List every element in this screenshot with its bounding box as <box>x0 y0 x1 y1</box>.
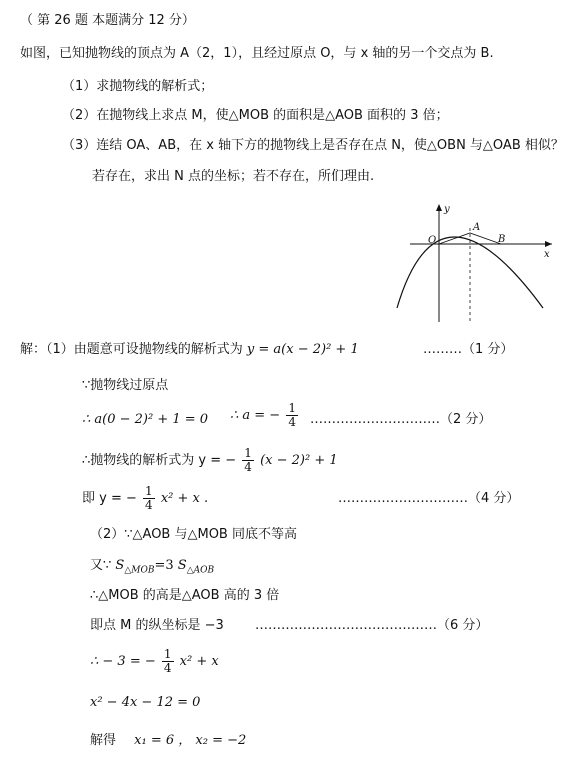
solution-1-prefix: 解：（1）由题意可设抛物线的解析式为 <box>20 342 243 357</box>
solution-line-4 <box>82 447 338 474</box>
solution-line-5 <box>82 485 208 512</box>
problem-intro: 如图，已知抛物线的顶点为 A（2，1），且经过原点 O，与 x 轴的另一个交点为 B. <box>20 46 494 61</box>
x-axis-arrow-icon <box>545 241 552 247</box>
solution-5-suffix: x² + x . <box>160 491 209 506</box>
label-y: y <box>444 204 450 215</box>
solution-line-3a: ∴ a(0 − 2)² + 1 = 0 <box>82 412 209 427</box>
solution-line-1 <box>20 341 359 359</box>
fraction-quarter: $\frac{1}{4}$ <box>288 401 296 429</box>
score-2: …………………………（2 分） <box>310 412 492 427</box>
solution-12-prefix: 解得 <box>90 733 117 748</box>
solution-4-prefix: ∴抛物线的解析式为 y = − <box>82 453 237 468</box>
score-1: ………（1 分） <box>423 342 514 357</box>
y-axis-arrow-icon <box>436 204 442 211</box>
solution-line-9: 即点 M 的纵坐标是 −3 <box>90 618 224 633</box>
question-3-continued: 若存在，求出 N 点的坐标；若不存在，所们理由. <box>92 169 375 184</box>
solution-line-12 <box>90 732 246 750</box>
fraction-quarter: $\frac{1}{4}$ <box>145 484 153 512</box>
label-A: A <box>473 222 481 233</box>
label-x: x <box>544 249 550 260</box>
score-4: …………………………（4 分） <box>338 491 520 506</box>
solution-4-suffix: (x − 2)² + 1 <box>260 453 338 468</box>
label-B: B <box>498 234 506 245</box>
question-3: （3）连结 OA、AB，在 x 轴下方的抛物线上是否存在点 N，使△OBN 与△OAB 相似？ <box>62 138 564 153</box>
score-6: ……………………………………（6 分） <box>255 618 489 633</box>
solution-line-7: 又∵ $S_{\triangle MOB}=3$ $S_{\triangle AOB}$ <box>90 558 215 576</box>
question-1: （1）求抛物线的解析式； <box>62 79 214 94</box>
solution-1-formula: y = a(x − 2)² + 1 <box>246 342 359 357</box>
solution-5-prefix: 即 y = − <box>82 491 137 506</box>
problem-header: （ 第 26 题 本题满分 12 分） <box>20 13 195 28</box>
label-O: O <box>428 235 437 246</box>
solution-line-2: ∵抛物线过原点 <box>82 378 169 393</box>
solution-line-8: ∴△MOB 的高是△AOB 高的 3 倍 <box>90 588 280 603</box>
solution-line-3b <box>230 402 300 429</box>
fraction-quarter: $\frac{1}{4}$ <box>163 647 172 675</box>
solution-7-prefix: 又∵ <box>90 558 112 573</box>
solution-3b-prefix: ∴ a = − <box>230 408 281 423</box>
solution-10-suffix: x² + x <box>179 654 219 669</box>
parabola-figure <box>395 200 557 325</box>
solution-line-10 <box>90 648 219 675</box>
solution-line-11: x² − 4x − 12 = 0 <box>90 695 201 710</box>
solution-12-roots: x₁ = 6 ， x₂ = −2 <box>134 733 247 748</box>
solution-line-6: （2）∵△AOB 与△MOB 同底不等高 <box>90 527 297 542</box>
question-2: （2）在抛物线上求点 M，使△MOB 的面积是△AOB 面积的 3 倍； <box>62 108 449 123</box>
fraction-quarter: $\frac{1}{4}$ <box>244 446 252 474</box>
solution-10-prefix: ∴ − 3 = − <box>90 654 156 669</box>
